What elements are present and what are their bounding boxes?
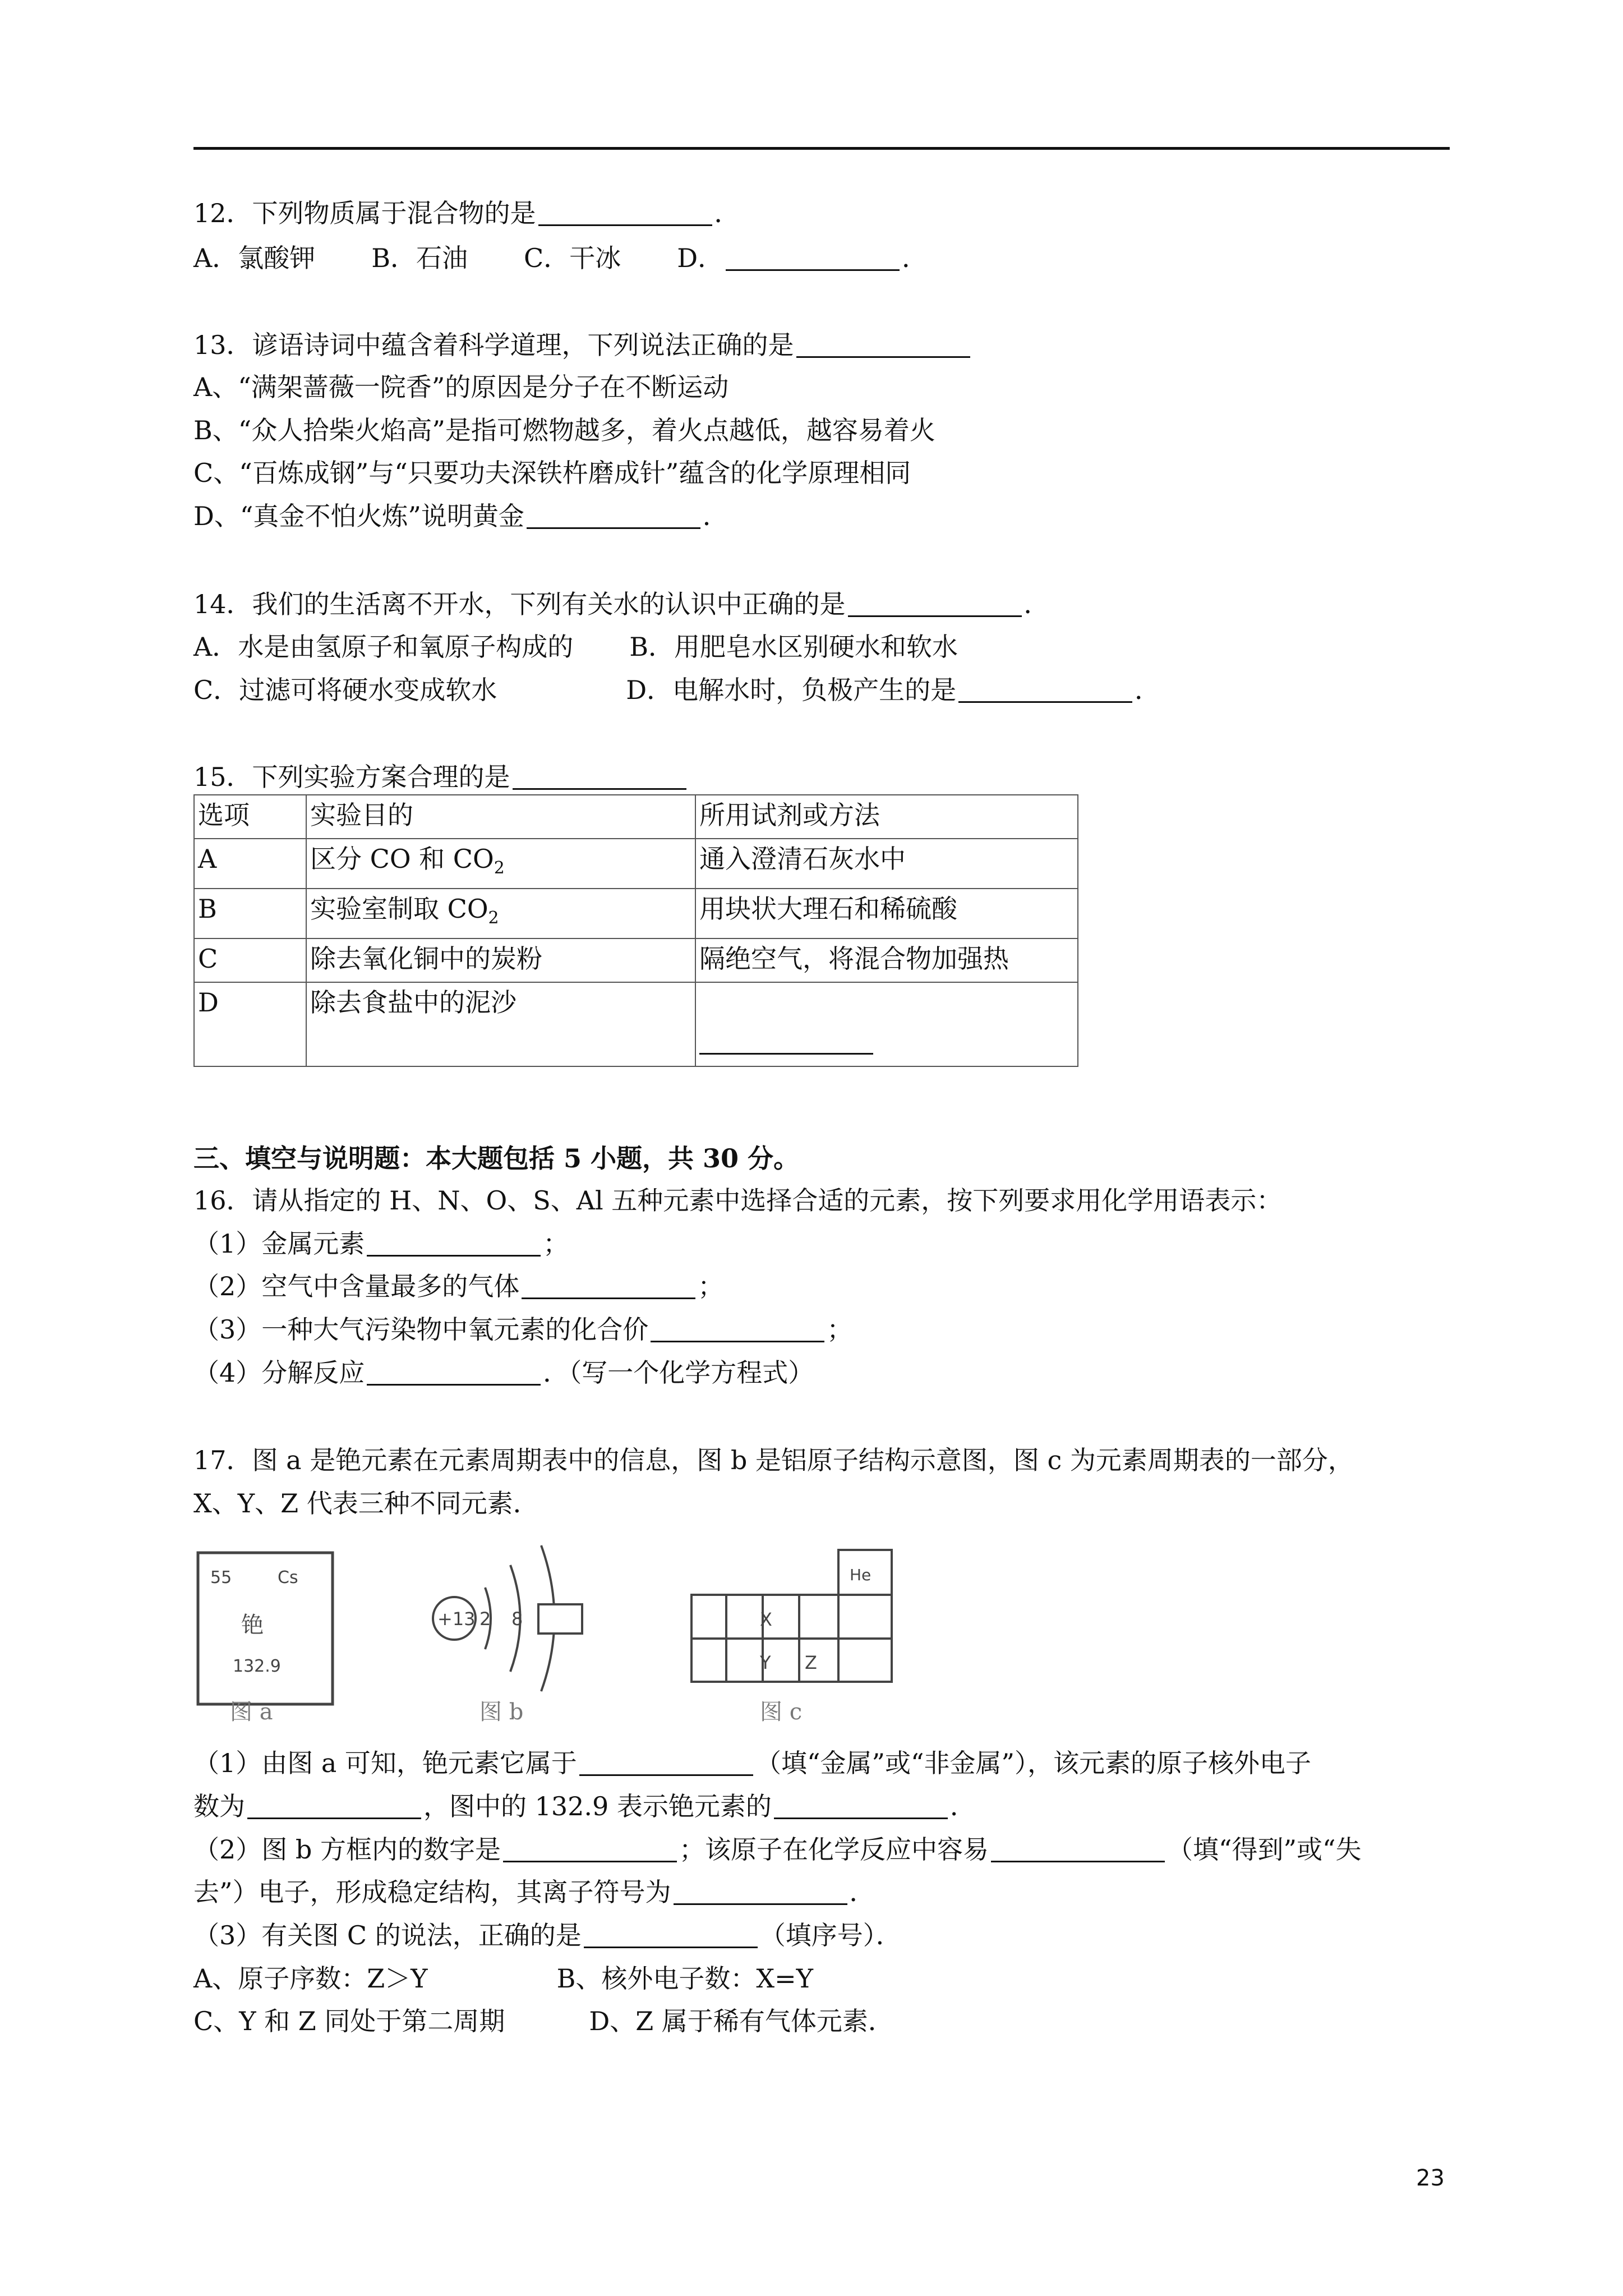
figure-a-caption: 图 a: [230, 1699, 273, 1725]
q17-stem-2: X、Y、Z 代表三种不同元素．: [193, 1488, 539, 1519]
q15-stem: 15．下列实验方案合理的是: [193, 757, 689, 797]
figure-b-aluminum-atom: [415, 1534, 617, 1703]
q17-stem-1: 17．图 a 是铯元素在元素周期表中的信息，图 b 是铝原子结构示意图，图 c 为元素周期表的一部分，: [193, 1445, 1354, 1475]
q13-option-d: D、“真金不怕火炼”说明黄金 ．: [193, 501, 728, 531]
answer-blank[interactable]: [579, 1774, 753, 1776]
q16-item-1: （1）金属元素 ；: [193, 1228, 569, 1259]
answer-blank[interactable]: [796, 356, 970, 358]
q17-part2-line2: 去”）电子，形成稳定结构，其离子符号为 ．: [193, 1877, 875, 1907]
experiment-table: [193, 794, 1078, 1067]
q17-options-ab: A、原子序数：Z＞Y B、核外电子数：X=Y: [193, 1963, 814, 1994]
q13-option-c: C、“百炼成钢”与“只要功夫深铁杵磨成针”蕴含的化学原理相同: [193, 458, 911, 488]
answer-blank[interactable]: [699, 1053, 873, 1055]
answer-blank[interactable]: [527, 527, 700, 529]
element-name: 铯: [241, 1612, 264, 1638]
q14-stem: 14．我们的生活离不开水，下列有关水的认识中正确的是 ．: [193, 589, 1050, 619]
table-header-row: 选项 实验目的 所用试剂或方法: [194, 795, 1078, 839]
he-label: He: [850, 1566, 872, 1584]
atomic-number: 55: [210, 1568, 232, 1588]
q17-part3: （3）有关图 C 的说法，正确的是 （填序号）．: [193, 1920, 902, 1950]
table-row: D 除去食盐中的泥沙: [194, 982, 1078, 1066]
element-symbol: Cs: [278, 1568, 298, 1588]
y-label: Y: [760, 1652, 771, 1673]
answer-blank[interactable]: [774, 1818, 948, 1819]
answer-blank[interactable]: [247, 1818, 421, 1819]
shell-1-count: 2: [479, 1608, 491, 1630]
q17-part1-line1: （1）由图 a 可知，铯元素它属于 （填“金属”或“非金属”），该元素的原子核外电子: [193, 1748, 1312, 1778]
figure-c-periodic-table-part: [687, 1545, 900, 1691]
answer-blank[interactable]: [367, 1255, 541, 1257]
answer-blank[interactable]: [674, 1903, 847, 1905]
q17-part1-line2: 数为 ，图中的 132.9 表示铯元素的 ．: [193, 1791, 976, 1821]
x-label: X: [760, 1609, 772, 1630]
unknown-number-box: [538, 1604, 582, 1634]
q14-options-ab: A．水是由氢原子和氧原子构成的 B．用肥皂水区别硬水和软水: [193, 632, 958, 662]
answer-blank[interactable]: [991, 1861, 1165, 1862]
section-heading: 三、填空与说明题：本大题包括 5 小题，共 30 分。: [193, 1143, 800, 1174]
answer-blank[interactable]: [651, 1341, 824, 1342]
answer-blank[interactable]: [538, 224, 712, 226]
q16-stem: 16．请从指定的 H、N、O、S、Al 五种元素中选择合适的元素，按下列要求用化学用语表示：: [193, 1185, 1283, 1216]
figure-c-caption: 图 c: [760, 1699, 803, 1725]
nucleus-charge: +13: [437, 1608, 476, 1630]
answer-blank[interactable]: [584, 1947, 758, 1948]
answer-blank[interactable]: [958, 701, 1132, 703]
q12-stem: 12．下列物质属于混合物的是 ．: [193, 198, 740, 228]
z-label: Z: [805, 1652, 817, 1673]
table-row: C 除去氧化铜中的炭粉 隔绝空气，将混合物加强热: [194, 938, 1078, 982]
shell-2-count: 8: [511, 1608, 523, 1630]
table-row: B 实验室制取 $CO_2$ 用块状大理石和稀硫酸: [194, 889, 1078, 938]
table-row: A 区分 CO 和 $CO_2$ 通入澄清石灰水中: [194, 839, 1078, 889]
answer-blank[interactable]: [726, 269, 900, 271]
q12-options: A．氯酸钾 B．石油 C．干冰 D． ．: [193, 243, 928, 273]
q13-option-b: B、“众人拾柴火焰高”是指可燃物越多，着火点越低，越容易着火: [193, 415, 935, 445]
answer-blank[interactable]: [503, 1861, 677, 1862]
answer-blank[interactable]: [513, 788, 686, 790]
answer-blank[interactable]: [848, 615, 1022, 617]
q16-item-3: （3）一种大气污染物中氧元素的化合价 ；: [193, 1314, 853, 1345]
answer-blank[interactable]: [522, 1297, 695, 1299]
q17-part2-line1: （2）图 b 方框内的数字是 ；该原子在化学反应中容易 （填“得到”或“失: [193, 1834, 1362, 1865]
page-number: 23: [1416, 2165, 1445, 2191]
figure-b-caption: 图 b: [479, 1699, 524, 1725]
figure-a-cesium-tile: [193, 1548, 339, 1717]
q16-item-4: （4）分解反应 ．（写一个化学方程式）: [193, 1358, 814, 1388]
answer-blank[interactable]: [367, 1384, 541, 1386]
q17-options-cd: C、Y 和 Z 同处于第二周期 D、Z 属于稀有气体元素．: [193, 2006, 894, 2036]
header-rule: [193, 147, 1450, 150]
atomic-mass: 132.9: [233, 1657, 281, 1676]
q14-options-cd: C．过滤可将硬水变成软水 D．电解水时，负极产生的是 ．: [193, 675, 1161, 705]
q16-item-2: （2）空气中含量最多的气体 ；: [193, 1271, 724, 1301]
q13-option-a: A、“满架蔷薇一院香”的原因是分子在不断运动: [193, 372, 729, 402]
q13-stem: 13．谚语诗词中蕴含着科学道理，下列说法正确的是: [193, 325, 972, 365]
